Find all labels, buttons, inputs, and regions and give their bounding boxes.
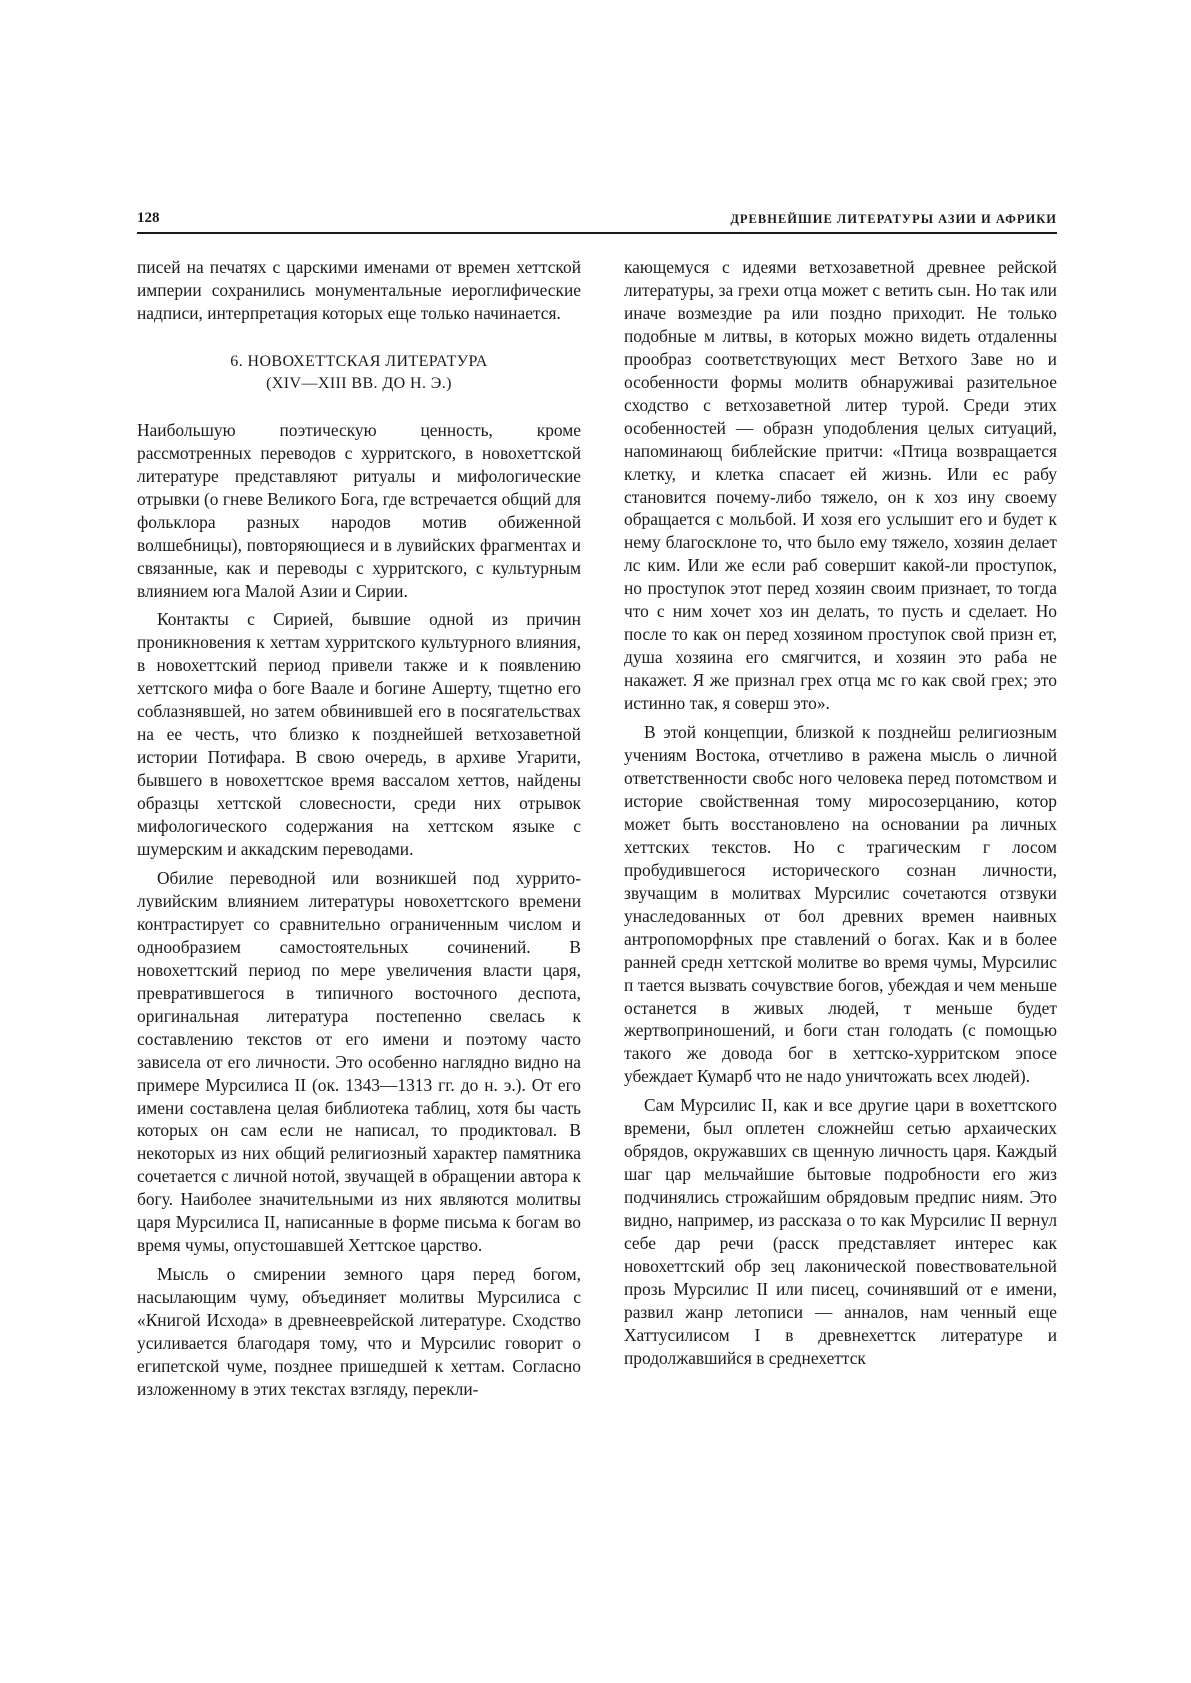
paragraph: Сам Мурсилис II, как и все другие цари в вохеттского времени, был оплетен сложнейш сетью архаических обрядов, окружавших св щенную личность царя. Каждый шаг цар мельчайшие бытовые подробности его жиз подчинялись строжайшим обрядовым предпис ниям. Это видно, например, из рассказа о то как Мурсилис II вернул себе дар речи (расск представляет интерес как новохеттский обр зец лаконической повествовательной прозь Мурсилис II или писец, сочинявший от е имени, развил жанр летописи — анналов, нам ченный еще Хаттусилисом I в древнехеттск литературе и продолжавшийся в среднехеттск bbox=[624, 1095, 1057, 1368]
paragraph: кающемуся с идеями ветхозаветной древнее рейской литературы, за грехи отца может с ветить сын. Но так или иначе возмездие ра или поздно приходит. Не только подобные м литвы, в которых можно видеть отдаленны прообраз соответствующих мест Ветхого Заве но и особенности формы молитв обнаруживаi разительное сходство с ветхозаветной литер турой. Среди этих особенностей — образн уподобления целых ситуаций, напоминающ библейские притчи: «Птица возвращается клетку, и клетка спасает ей жизнь. Или ес рабу становится почему-либо тяжело, он к хоз ину своему обращается с мольбой. И хозя его услышит его и будет к нему благосклоне то, что было ему тяжело, хозяин делает лс ким. Или же если раб совершит какой-ли проступок, но проступок этот перед хозяин своим признает, то тогда что с ним хочет хоз ин делать, то пусть и сделает. Но после то как он перед хозяином проступок свой призн ет, душа хозяина его смягчится, и хозяин это раба не накажет. Я же признал грех отца мс го как свой грех; это истинно так, я соверш это». bbox=[624, 257, 1057, 714]
page-number: 128 bbox=[137, 210, 160, 226]
paragraph: Обилие переводной или возникшей под хуррито-лувийским влиянием литературы новохеттского времени контрастирует со сравнительно ограниченным числом и однообразием самостоятельных сочинений. В новохеттский период по мере увеличения власти царя, превратившегося в типичного восточного деспота, оригинальная литература постепенно свелась к составлению текстов от его имени и поэтому часто зависела от его личности. Это особенно наглядно видно на примере Мурсилиса II (ок. 1343—1313 гг. до н. э.). От его имени составлена целая библиотека таблиц, хотя бы часть которых он сам если не написал, то продиктовал. В некоторых из них общий религиозный характер памятника сочетается с личной нотой, звучащей в обращении автора к богу. Наиболее значительными из них являются молитвы царя Мурсилиса II, написанные в форме письма к богам во время чумы, опустошавшей Хеттское царство. bbox=[137, 867, 581, 1256]
paragraph: В этой концепции, близкой к позднейш религиозным учениям Востока, отчетливо в ражена мысль о личной ответственности свобс ного человека перед потомством и историе свойственная тому миросозерцанию, котор может быть восстановлено на основании ра личных хеттских текстов. Но с трагическим г лосом пробудившегося исторического сознан личности, звучащим в молитвах Мурсилис сочетаются отзвуки унаследованных от бол древних времен наивных антропоморфных пре ставлений о богах. Как и в более ранней средн хеттской молитве во время чумы, Мурсилис п тается вызвать сочувствие богов, убеждая и чем меньше останется в живых людей, т меньше будет жертвоприношений, и боги стан голодать (с помощью такого же довода бог в хеттско-хурритском эпосе убеждает Кумарб что не надо уничтожать всех людей). bbox=[624, 722, 1057, 1087]
running-header bbox=[137, 208, 1057, 234]
section-heading bbox=[137, 351, 581, 395]
paragraph: писей на печатях с царскими именами от времен хеттской империи сохранились монументальные иероглифические надписи, интерпретация которых еще только начинается. bbox=[137, 257, 581, 323]
section-title: 6. НОВОХЕТТСКАЯ ЛИТЕРАТУРА bbox=[230, 352, 488, 370]
paragraph: Мысль о смирении земного царя перед богом, насылающим чуму, объединяет молитвы Мурсилиса с «Книгой Исхода» в древнееврейской литературе. Сходство усиливается благодаря тому, что и Мурсилис говорит о египетской чуме, позднее пришедшей к хеттам. Согласно изложенному в этих текстах взгляду, перекли- bbox=[137, 1264, 581, 1399]
running-title: ДРЕВНЕЙШИЕ ЛИТЕРАТУРЫ АЗИИ И АФРИКИ bbox=[730, 212, 1057, 226]
section-subtitle: (XIV—XIII ВВ. ДО Н. Э.) bbox=[266, 374, 452, 392]
left-column bbox=[137, 256, 581, 1407]
paragraph: Контакты с Сирией, бывшие одной из причин проникновения к хеттам хурритского культурного влияния, в новохеттский период привели также и к появлению хеттского мифа о боге Ваале и богине Ашерту, тщетно его соблазнявшей, но затем обвинившей его в посягательствах на ее честь, что близко к позднейшей ветхозаветной истории Потифара. В свою очередь, в архиве Угарити, бывшего в новохеттское время вассалом хеттов, найдены образцы хеттской словесности, среди них отрывок мифологического содержания на хеттском языке с шумерским и аккадским переводами. bbox=[137, 609, 581, 860]
right-column bbox=[624, 256, 1057, 1376]
paragraph: Наибольшую поэтическую ценность, кроме рассмотренных переводов с хурритского, в новохеттской литературе представляют ритуалы и мифологические отрывки (о гневе Великого Бога, где встречается общий для фольклора разных народов мотив обиженной волшебницы), повторяющиеся и в лувийских фрагментах и связанные, как и переводы с хурритского, с культурным влиянием юга Малой Азии и Сирии. bbox=[137, 419, 581, 601]
